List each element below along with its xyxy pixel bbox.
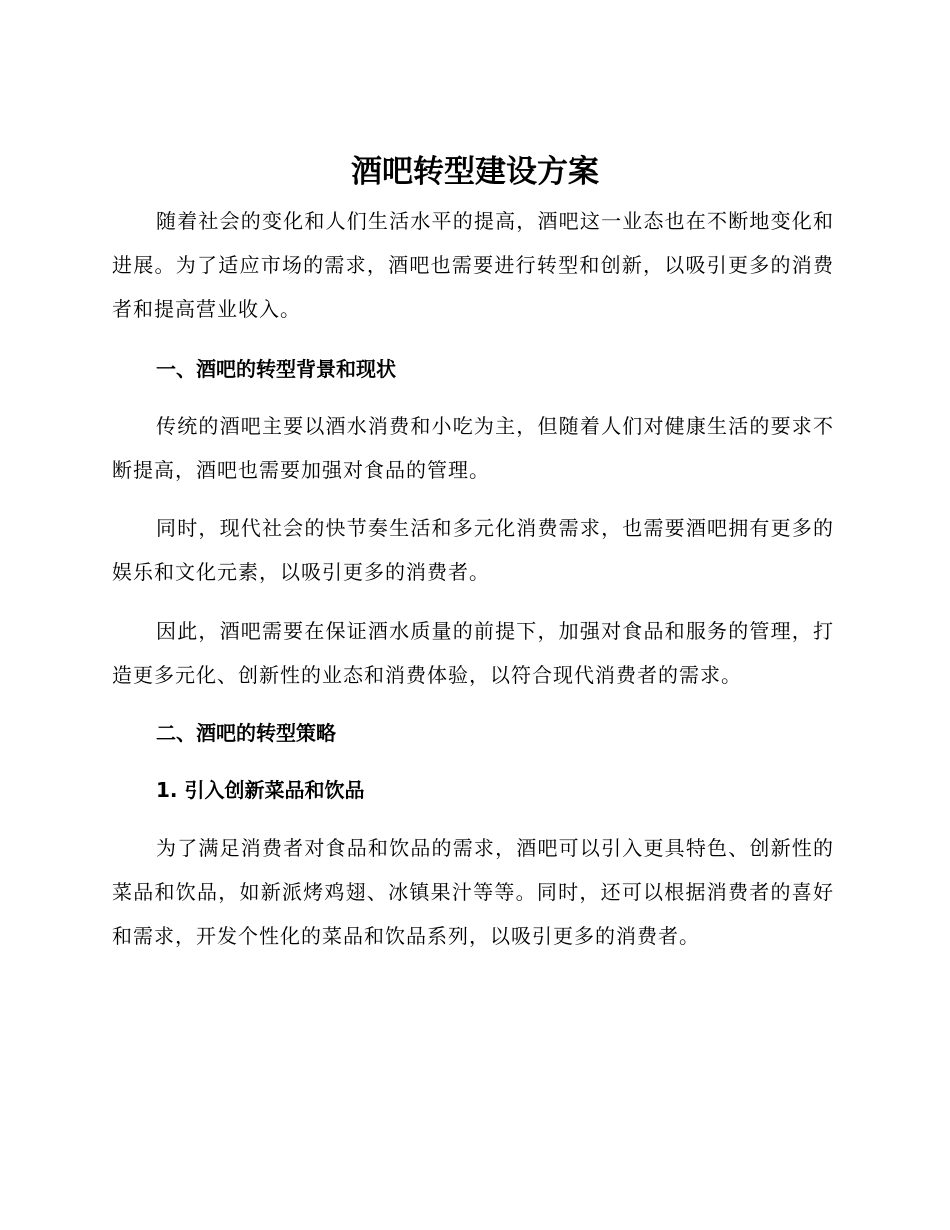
section1-paragraph-3: 因此，酒吧需要在保证酒水质量的前提下，加强对食品和服务的管理，打造更多元化、创新性的业态和消费体验，以符合现代消费者的需求。 — [112, 619, 834, 687]
intro-paragraph: 随着社会的变化和人们生活水平的提高，酒吧这一业态也在不断地变化和进展。为了适应市场的需求，酒吧也需要进行转型和创新，以吸引更多的消费者和提高营业收入。 — [112, 209, 834, 321]
section1-paragraph-1: 传统的酒吧主要以酒水消费和小吃为主，但随着人们对健康生活的要求不断提高，酒吧也需要加强对食品的管理。 — [112, 414, 834, 482]
section2-heading: 二、酒吧的转型策略 — [156, 721, 336, 745]
section1-paragraph-2: 同时，现代社会的快节奏生活和多元化消费需求，也需要酒吧拥有更多的娱乐和文化元素，以吸引更多的消费者。 — [112, 516, 834, 584]
section1-heading: 一、酒吧的转型背景和现状 — [156, 357, 396, 381]
document-title: 酒吧转型建设方案 — [351, 154, 599, 190]
section2-sub1-paragraph: 为了满足消费者对食品和饮品的需求，酒吧可以引入更具特色、创新性的菜品和饮品，如新派烤鸡翅、冰镇果汁等等。同时，还可以根据消费者的喜好和需求，开发个性化的菜品和饮品系列，以吸引更多的消费者。 — [112, 836, 834, 948]
section2-sub1-heading: 1. 引入创新菜品和饮品 — [156, 778, 365, 802]
